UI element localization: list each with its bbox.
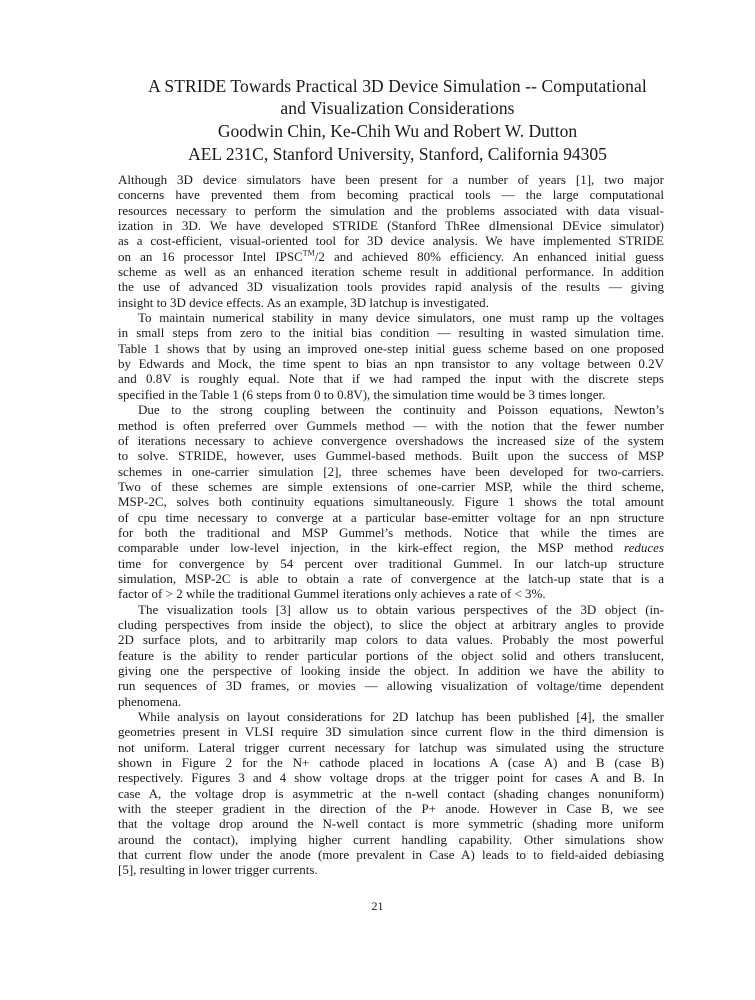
text-line: time for convergence by 54 percent over traditional Gummel. In our latch-up structure <box>118 555 664 571</box>
text-line: in small steps from zero to the initial bias condition — resulting in wasted simulation time. <box>118 325 664 341</box>
abstract-body <box>118 172 664 878</box>
emphasis-text: reduces <box>624 540 664 556</box>
authors: Goodwin Chin, Ke-Chih Wu and Robert W. Dutton <box>217 121 578 141</box>
page-number: 21 <box>371 899 384 913</box>
paragraph-initial-guess <box>118 310 664 402</box>
text-line: cluding perspectives from inside the object), to slice the object at arbitrary angles to provide <box>118 616 664 632</box>
title-line-2: and Visualization Considerations <box>280 98 515 118</box>
text-line: that current flow under the anode (more prevalent in Case A) leads to to field-aided debiasing <box>118 847 664 863</box>
text-line: resources necessary to perform the simulation and the problems associated with data visual- <box>118 202 664 218</box>
title-line-1: A STRIDE Towards Practical 3D Device Simulation -- Computational <box>148 76 647 96</box>
text-line: MSP-2C, solves both continuity equations simultaneously. Figure 1 shows the total amount <box>118 494 664 510</box>
text-line: insight to 3D device effects. As an example, 3D latchup is investigated. <box>118 294 489 310</box>
text-line: for both the traditional and MSP Gummel’s methods. Notice that while the times are <box>118 524 664 540</box>
text-line: To maintain numerical stability in many device simulators, one must ramp up the voltages <box>138 310 664 326</box>
text-line: of cpu time necessary to converge at a particular base-emitter voltage for an npn structure <box>118 509 664 525</box>
text-line: factor of > 2 while the traditional Gummel iterations only achieves a rate of < 3%. <box>118 586 546 602</box>
text-line: 2D surface plots, and to arbitrarily map colors to data values. Probably the most powerful <box>118 632 664 648</box>
text-line: geometries present in VLSI require 3D simulation since current flow in the third dimension is <box>118 724 664 740</box>
text-line: [5], resulting in lower trigger currents. <box>118 862 318 878</box>
text-line: to solve. STRIDE, however, uses Gummel-based methods. Built upon the success of MSP <box>118 448 664 464</box>
text-line: specified in the Table 1 (6 steps from 0 to 0.8V), the simulation time would be 3 times longer. <box>118 386 606 402</box>
text-line: shown in Figure 2 for the N+ cathode placed in locations A (case A) and B (case B) <box>118 755 664 771</box>
text-line: by Edwards and Mock, the time spent to bias an npn transistor to any voltage between 0.2V <box>118 356 664 372</box>
text-line: that the voltage drop around the N-well contact is more symmetric (shading more uniform <box>118 816 664 832</box>
text-line: respectively. Figures 3 and 4 show voltage drops at the trigger point for cases A and B. In <box>118 770 664 786</box>
paragraph-latchup <box>118 709 664 878</box>
text-line <box>118 249 664 264</box>
text-line: not uniform. Lateral trigger current necessary for latchup was simulated using the structure <box>118 739 664 755</box>
paragraph-gummel-methods <box>118 402 664 601</box>
text-line: phenomena. <box>118 693 182 709</box>
text-line: The visualization tools [3] allow us to obtain various perspectives of the 3D object (in- <box>138 601 664 617</box>
text-line: the use of advanced 3D visualization tools provides rapid analysis of the results — giving <box>118 279 664 295</box>
paragraph-intro <box>118 172 664 310</box>
text-line: and 0.8V is roughly equal. Note that if we had ramped the input with the discrete steps <box>118 371 664 387</box>
text-line: ization in 3D. We have developed STRIDE (Stanford ThRee dImensional DEvice simulator) <box>118 218 664 234</box>
text-line: Table 1 shows that by using an improved one-step initial guess scheme based on one proposed <box>118 340 664 356</box>
text-line: Due to the strong coupling between the continuity and Poisson equations, Newton’s <box>138 402 664 418</box>
text-line: giving one the perspective of looking inside the object. In addition we have the ability to <box>118 663 664 678</box>
text-line: feature is the ability to render particular portions of the object solid and others translucent, <box>118 647 664 663</box>
text-line: schemes in one-carrier simulation [2], three schemes have been developed for two-carriers. <box>118 463 664 479</box>
trademark-superscript: TM <box>302 248 315 258</box>
paragraph-visualization <box>118 602 664 709</box>
text-line: concerns have prevented them from becoming practical tools — the large computational <box>118 187 664 203</box>
text-segment: /2 and achieved 80% efficiency. An enhanced initial guess <box>314 248 664 264</box>
text-line: simulation, MSP-2C is able to obtain a rate of convergence at the latch-up state that is a <box>118 570 664 586</box>
text-line: method is often preferred over Gummels method — with the notion that the fewer number <box>118 417 664 433</box>
text-line: While analysis on layout considerations for 2D latchup has been published [4], the smaller <box>138 709 664 725</box>
text-line: around the contact), implying higher current handling capability. Other simulations show <box>118 831 664 847</box>
text-line: Although 3D device simulators have been present for a number of years [1], two major <box>118 172 664 187</box>
text-segment: comparable under low-level injection, in the kirk-effect region, the MSP method <box>118 540 625 556</box>
text-line: run sequences of 3D frames, or movies — allowing visualization of voltage/time dependent <box>118 678 664 694</box>
text-segment: on an 16 processor Intel IPSC <box>118 248 303 264</box>
text-line <box>118 540 664 555</box>
text-line: with the steeper gradient in the direction of the P+ anode. However in Case B, we see <box>118 801 664 817</box>
paper-title <box>100 75 695 119</box>
text-line: Two of these schemes are simple extensions of one-carrier MSP, while the third scheme, <box>118 478 664 494</box>
text-line: of iterations necessary to achieve convergence overshadows the increased size of the system <box>118 432 664 448</box>
text-line: as a cost-efficient, visual-oriented tool for 3D device analysis. We have implemented STRIDE <box>118 233 664 249</box>
text-line: case A, the voltage drop is asymmetric at the n-well contact (shading changes nonuniform) <box>118 785 664 801</box>
text-line: scheme as well as an enhanced iteration scheme result in additional performance. In addition <box>118 264 664 280</box>
affiliation: AEL 231C, Stanford University, Stanford, California 94305 <box>188 144 607 164</box>
